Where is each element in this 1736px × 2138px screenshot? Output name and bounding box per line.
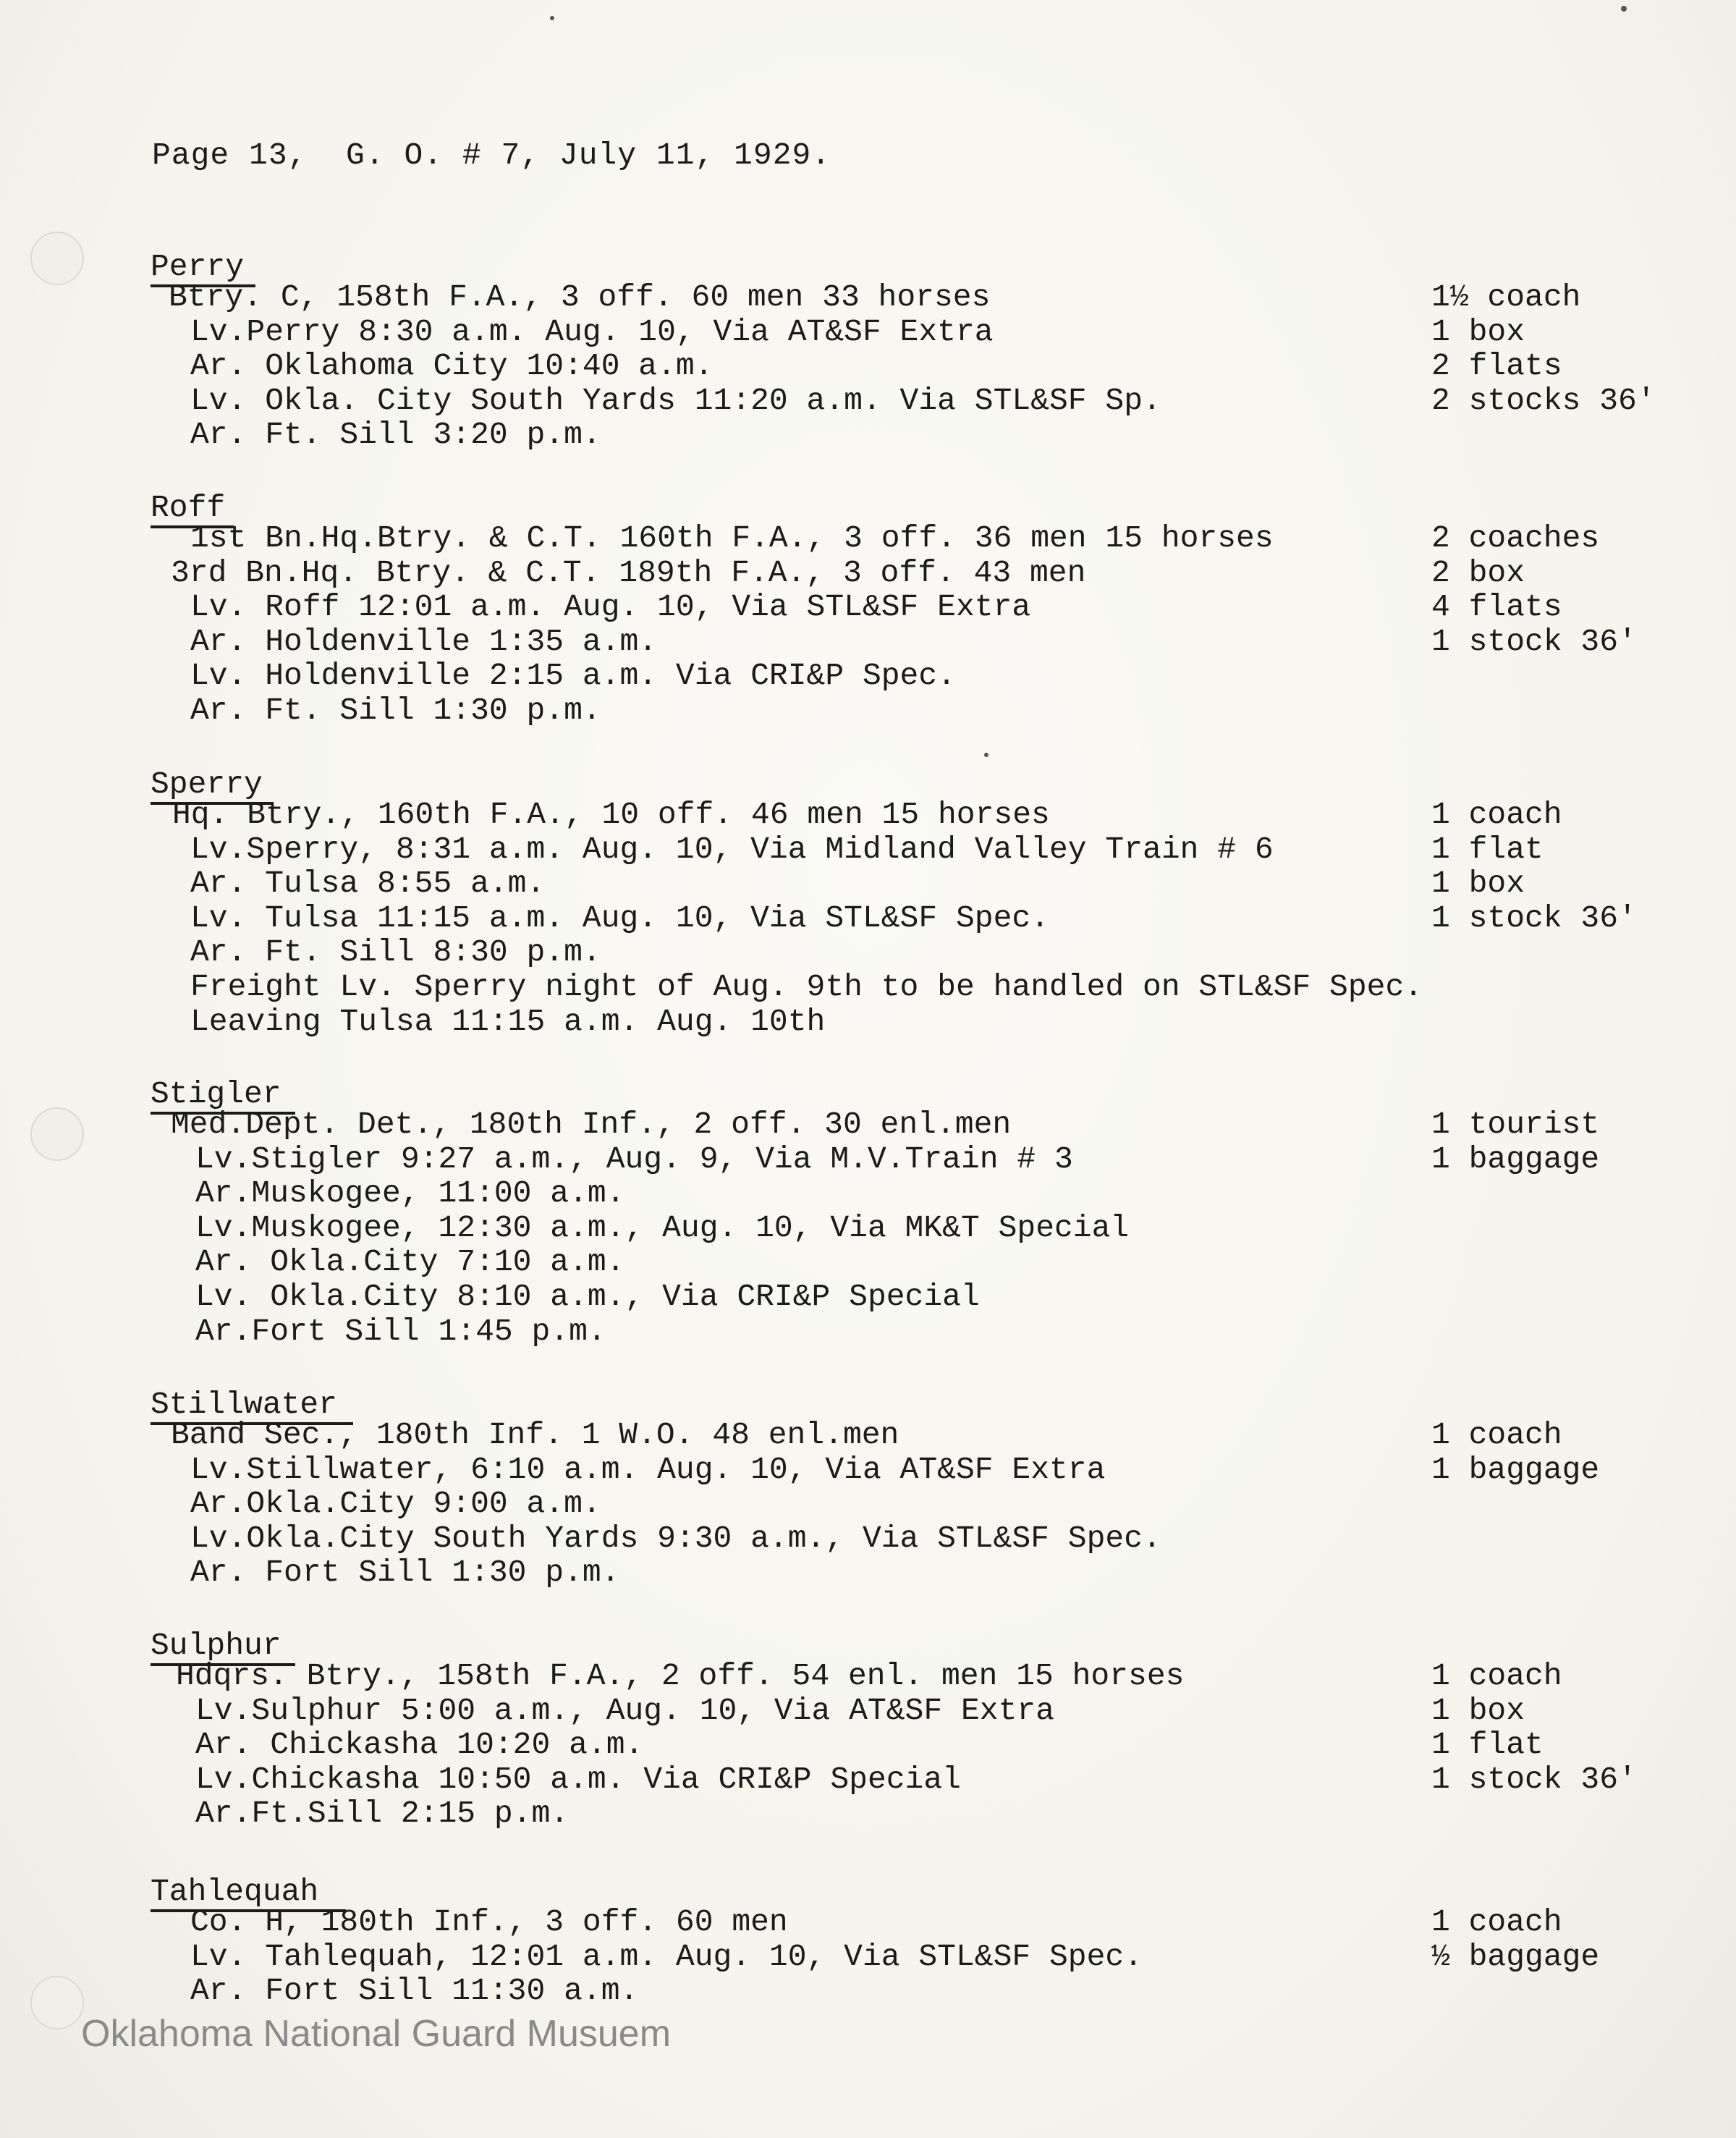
schedule-line: Ar. Tulsa 8:55 a.m. (190, 866, 546, 902)
schedule-line: Freight Lv. Sperry night of Aug. 9th to be handled on STL&SF Spec. (190, 969, 1423, 1005)
equipment-item: 1 stock 36' (1431, 623, 1637, 659)
schedule-line: 3rd Bn.Hq. Btry. & C.T. 189th F.A., 3 off. 43 men (171, 554, 1086, 591)
equipment-item: 1 box (1431, 866, 1525, 902)
equipment-item: 1 tourist (1431, 1107, 1600, 1142)
section-stigler (151, 1077, 1692, 1361)
schedule-line: Ar. Ft. Sill 3:20 p.m. (190, 417, 601, 453)
schedule-line: Lv.Stigler 9:27 a.m., Aug. 9, Via M.V.Train # 3 (195, 1141, 1073, 1177)
unit-line: Med.Dept. Det., 180th Inf., 2 off. 30 enl.men (171, 1107, 1012, 1142)
schedule-line: Lv.Sperry, 8:31 a.m. Aug. 10, Via Midland Valley Train # 6 (190, 831, 1274, 867)
punch-hole (30, 1107, 84, 1161)
unit-line: Co. H, 180th Inf., 3 off. 60 men (190, 1904, 788, 1940)
schedule-line: Lv.Chickasha 10:50 a.m. Via CRI&P Special (195, 1761, 961, 1797)
equipment-item: 1 stock 36' (1431, 900, 1637, 936)
ink-speck (550, 16, 554, 20)
equipment-item: 1½ coach (1431, 279, 1581, 315)
section-title: Sulphur (151, 1628, 281, 1663)
section-title: Sperry (151, 766, 263, 802)
unit-line: Hdqrs. Btry., 158th F.A., 2 off. 54 enl. men 15 horses (176, 1658, 1185, 1694)
schedule-line: Lv. Okla. City South Yards 11:20 a.m. Via STL&SF Sp. (190, 382, 1161, 418)
schedule-line: Ar. Fort Sill 11:30 a.m. (190, 1973, 639, 2009)
schedule-line: Leaving Tulsa 11:15 a.m. Aug. 10th (190, 1003, 826, 1039)
equipment-item: 2 coaches (1431, 520, 1600, 556)
museum-watermark: Oklahoma National Guard Musuem (81, 2013, 672, 2055)
section-title: Perry (151, 249, 245, 284)
schedule-line: Lv. Tahlequah, 12:01 a.m. Aug. 10, Via STL&SF Spec. (190, 1938, 1143, 1974)
equipment-item: 2 box (1431, 554, 1525, 591)
section-stillwater (151, 1387, 1692, 1603)
section-title: Roff (151, 490, 226, 525)
unit-line: Hq. Btry., 160th F.A., 10 off. 46 men 15 horses (172, 797, 1050, 832)
schedule-line: Ar.Okla.City 9:00 a.m. (190, 1486, 601, 1522)
equipment-item: 1 box (1431, 313, 1525, 350)
section-title: Tahlequah (151, 1874, 319, 1909)
equipment-item: 1 coach (1431, 1904, 1562, 1940)
equipment-item: 2 flats (1431, 348, 1562, 384)
schedule-line: Ar. Okla.City 7:10 a.m. (195, 1244, 625, 1280)
schedule-line: Ar.Fort Sill 1:45 p.m. (195, 1313, 606, 1349)
schedule-line: Ar. Holdenville 1:35 a.m. (190, 623, 658, 659)
equipment-item: 1 stock 36' (1431, 1761, 1637, 1797)
equipment-item: 1 coach (1431, 1658, 1562, 1694)
schedule-line: Ar.Ft.Sill 2:15 p.m. (195, 1796, 570, 1832)
page-header: Page 13, G. O. # 7, July 11, 1929. (152, 138, 831, 173)
schedule-line: Lv. Tulsa 11:15 a.m. Aug. 10, Via STL&SF Spec. (190, 900, 1049, 936)
schedule-line: Lv.Sulphur 5:00 a.m., Aug. 10, Via AT&SF Extra (195, 1692, 1054, 1728)
schedule-line: Ar.Muskogee, 11:00 a.m. (195, 1175, 625, 1212)
unit-line: Btry. C, 158th F.A., 3 off. 60 men 33 horses (169, 279, 991, 315)
schedule-line: Ar. Oklahoma City 10:40 a.m. (190, 348, 714, 384)
schedule-line: Lv.Okla.City South Yards 9:30 a.m., Via STL&SF Spec. (190, 1520, 1161, 1556)
schedule-line: Ar. Chickasha 10:20 a.m. (195, 1727, 644, 1763)
equipment-item: 1 baggage (1431, 1141, 1600, 1177)
schedule-line: Lv. Holdenville 2:15 a.m. Via CRI&P Spec. (190, 658, 956, 694)
section-perry (151, 250, 1692, 465)
ink-speck (984, 753, 988, 757)
schedule-line: Lv. Roff 12:01 a.m. Aug. 10, Via STL&SF Extra (190, 589, 1031, 625)
unit-line: 1st Bn.Hq.Btry. & C.T. 160th F.A., 3 off. 36 men 15 horses (190, 520, 1274, 556)
schedule-line: Ar. Ft. Sill 1:30 p.m. (190, 693, 601, 728)
equipment-item: 4 flats (1431, 589, 1562, 625)
ink-speck (1621, 6, 1627, 12)
schedule-line: Lv. Okla.City 8:10 a.m., Via CRI&P Special (195, 1279, 980, 1314)
unit-line: Band Sec., 180th Inf. 1 W.O. 48 enl.men (171, 1417, 899, 1453)
schedule-line: Lv.Stillwater, 6:10 a.m. Aug. 10, Via AT&SF Extra (190, 1451, 1106, 1487)
equipment-item: 1 baggage (1431, 1451, 1600, 1487)
schedule-line: Ar. Fort Sill 1:30 p.m. (190, 1555, 620, 1591)
equipment-item: 1 coach (1431, 797, 1562, 832)
section-roff (151, 491, 1692, 741)
equipment-item: 1 flat (1431, 831, 1544, 867)
punch-hole (30, 232, 84, 285)
equipment-item: ½ baggage (1431, 1938, 1600, 1974)
section-title: Stillwater (151, 1387, 338, 1422)
equipment-item: 1 flat (1431, 1727, 1544, 1763)
schedule-line: Ar. Ft. Sill 8:30 p.m. (190, 934, 601, 971)
section-tahlequah (151, 1875, 1692, 2021)
equipment-item: 1 box (1431, 1692, 1525, 1728)
schedule-line: Lv.Muskogee, 12:30 a.m., Aug. 10, Via MK&T Special (195, 1209, 1130, 1246)
equipment-item: 2 stocks 36' (1431, 382, 1656, 418)
section-sperry (151, 767, 1692, 1052)
punch-hole (30, 1976, 84, 2029)
section-title: Stigler (151, 1076, 281, 1112)
section-sulphur (151, 1628, 1692, 1844)
equipment-item: 1 coach (1431, 1417, 1562, 1453)
schedule-line: Lv.Perry 8:30 a.m. Aug. 10, Via AT&SF Extra (190, 313, 994, 350)
